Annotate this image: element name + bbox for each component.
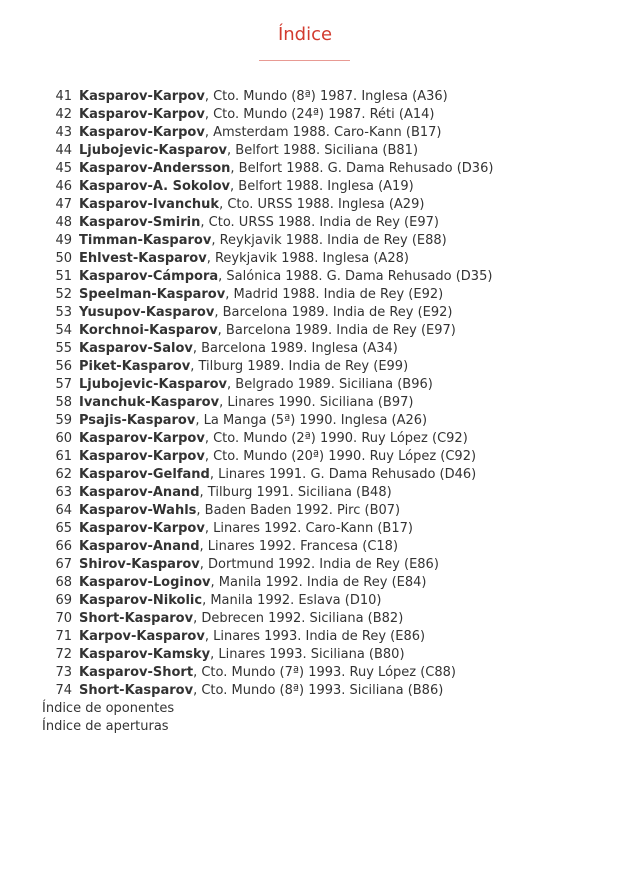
game-entry[interactable] [42, 394, 493, 412]
game-number: 41 [55, 89, 72, 104]
game-number: 46 [55, 179, 72, 194]
game-number: 66 [55, 539, 72, 554]
game-details: , Linares 1992. Francesa (C18) [199, 539, 399, 554]
game-players: Karpov-Kasparov [79, 629, 205, 644]
game-details: , Amsterdam 1988. Caro-Kann (B17) [204, 125, 442, 140]
game-number: 60 [55, 431, 72, 446]
game-entry[interactable] [42, 448, 493, 466]
page-title: Índice [277, 24, 333, 45]
game-details: , Belgrado 1989. Siciliana (B96) [227, 377, 433, 392]
game-entry[interactable] [42, 214, 493, 232]
game-number: 50 [55, 251, 72, 266]
game-details: , Linares 1990. Siciliana (B97) [219, 395, 414, 410]
game-number: 68 [55, 575, 72, 590]
game-players: Kasparov-Karpov [79, 431, 205, 446]
game-entry[interactable] [42, 484, 493, 502]
game-players: Kasparov-Karpov [79, 89, 205, 104]
game-details: , La Manga (5ª) 1990. Inglesa (A26) [195, 413, 428, 428]
game-details: , Manila 1992. Eslava (D10) [202, 593, 382, 608]
game-number: 64 [55, 503, 72, 518]
game-entry[interactable] [42, 592, 493, 610]
game-entry[interactable] [42, 196, 493, 214]
game-entry[interactable] [42, 142, 493, 160]
game-players: Kasparov-Karpov [79, 125, 205, 140]
game-details: , Cto. Mundo (2ª) 1990. Ruy López (C92) [204, 431, 468, 446]
game-index-list [42, 88, 493, 700]
game-details: , Baden Baden 1992. Pirc (B07) [196, 503, 401, 518]
game-players: Psajis-Kasparov [79, 413, 196, 428]
game-entry[interactable] [42, 682, 493, 700]
game-details: , Linares 1993. Siciliana (B80) [210, 647, 405, 662]
game-details: , Linares 1992. Caro-Kann (B17) [204, 521, 413, 536]
game-number: 73 [55, 665, 72, 680]
game-entry[interactable] [42, 466, 493, 484]
game-number: 49 [55, 233, 72, 248]
game-details: , Reykjavik 1988. Inglesa (A28) [206, 251, 409, 266]
game-players: Kasparov-Gelfand [79, 467, 210, 482]
game-number: 65 [55, 521, 72, 536]
game-entry[interactable] [42, 628, 493, 646]
game-players: Kasparov-Salov [79, 341, 193, 356]
game-number: 55 [55, 341, 72, 356]
game-entry[interactable] [42, 322, 493, 340]
game-details: , Cto. Mundo (7ª) 1993. Ruy López (C88) [193, 665, 456, 680]
game-entry[interactable] [42, 88, 493, 106]
game-entry[interactable] [42, 124, 493, 142]
game-number: 74 [55, 683, 72, 698]
game-details: , Cto. Mundo (20ª) 1990. Ruy López (C92) [204, 449, 477, 464]
game-entry[interactable] [42, 538, 493, 556]
game-players: Kasparov-Karpov [79, 449, 205, 464]
game-number: 43 [55, 125, 72, 140]
game-entry[interactable] [42, 574, 493, 592]
game-number: 44 [55, 143, 72, 158]
game-details: , Cto. URSS 1988. India de Rey (E97) [200, 215, 439, 230]
game-number: 57 [55, 377, 72, 392]
game-players: Ehlvest-Kasparov [79, 251, 207, 266]
game-players: Kasparov-Loginov [79, 575, 211, 590]
game-details: , Belfort 1988. Siciliana (B81) [227, 143, 419, 158]
game-number: 42 [55, 107, 72, 122]
game-entry[interactable] [42, 358, 493, 376]
game-players: Kasparov-Kamsky [79, 647, 211, 662]
game-entry[interactable] [42, 232, 493, 250]
game-entry[interactable] [42, 664, 493, 682]
game-details: , Cto. Mundo (24ª) 1987. Réti (A14) [204, 107, 435, 122]
game-entry[interactable] [42, 556, 493, 574]
game-number: 48 [55, 215, 72, 230]
title-divider [259, 60, 350, 61]
game-number: 67 [55, 557, 72, 572]
game-players: Kasparov-Short [79, 665, 194, 680]
game-number: 47 [55, 197, 72, 212]
game-details: , Dortmund 1992. India de Rey (E86) [199, 557, 439, 572]
game-entry[interactable] [42, 340, 493, 358]
game-details: , Manila 1992. India de Rey (E84) [210, 575, 427, 590]
game-details: , Cto. Mundo (8ª) 1993. Siciliana (B86) [193, 683, 444, 698]
game-players: Ivanchuk-Kasparov [79, 395, 220, 410]
game-entry[interactable] [42, 178, 493, 196]
game-number: 53 [55, 305, 72, 320]
game-entry[interactable] [42, 610, 493, 628]
game-entry[interactable] [42, 286, 493, 304]
game-details: , Barcelona 1989. Inglesa (A34) [192, 341, 398, 356]
game-players: Korchnoi-Kasparov [79, 323, 218, 338]
game-entry[interactable] [42, 250, 493, 268]
game-entry[interactable] [42, 160, 493, 178]
game-players: Kasparov-Ivanchuk [79, 197, 220, 212]
game-entry[interactable] [42, 376, 493, 394]
game-details: , Tilburg 1989. India de Rey (E99) [190, 359, 409, 374]
game-number: 63 [55, 485, 72, 500]
game-details: , Salónica 1988. G. Dama Rehusado (D35) [218, 269, 493, 284]
game-players: Piket-Kasparov [79, 359, 191, 374]
game-players: Ljubojevic-Kasparov [79, 143, 228, 158]
game-players: Kasparov-Anand [79, 485, 200, 500]
game-players: Yusupov-Kasparov [79, 305, 215, 320]
game-entry[interactable] [42, 502, 493, 520]
game-entry[interactable] [42, 430, 493, 448]
game-number: 70 [55, 611, 72, 626]
game-players: Speelman-Kasparov [79, 287, 226, 302]
game-players: Kasparov-Wahls [79, 503, 197, 518]
game-details: , Belfort 1988. G. Dama Rehusado (D36) [230, 161, 494, 176]
game-details: , Tilburg 1991. Siciliana (B48) [199, 485, 392, 500]
game-players: Timman-Kasparov [79, 233, 212, 248]
game-details: , Madrid 1988. India de Rey (E92) [225, 287, 444, 302]
game-players: Kasparov-Nikolic [79, 593, 203, 608]
game-number: 45 [55, 161, 72, 176]
game-players: Kasparov-Anand [79, 539, 200, 554]
game-players: Short-Kasparov [79, 611, 194, 626]
game-entry[interactable] [42, 106, 493, 124]
game-entry[interactable] [42, 268, 493, 286]
game-number: 69 [55, 593, 72, 608]
game-details: , Reykjavik 1988. India de Rey (E88) [211, 233, 447, 248]
game-number: 51 [55, 269, 72, 284]
game-details: , Belfort 1988. Inglesa (A19) [230, 179, 414, 194]
game-players: Kasparov-Karpov [79, 521, 205, 536]
game-details: , Cto. Mundo (8ª) 1987. Inglesa (A36) [204, 89, 448, 104]
game-players: Shirov-Kasparov [79, 557, 200, 572]
opponents-index-link[interactable]: Índice de oponentes [42, 701, 175, 716]
game-players: Kasparov-Smirin [79, 215, 201, 230]
game-number: 59 [55, 413, 72, 428]
game-players: Kasparov-A. Sokolov [79, 179, 231, 194]
game-players: Short-Kasparov [79, 683, 194, 698]
game-number: 56 [55, 359, 72, 374]
game-number: 58 [55, 395, 72, 410]
game-players: Kasparov-Karpov [79, 107, 205, 122]
game-entry[interactable] [42, 304, 493, 322]
game-details: , Barcelona 1989. India de Rey (E92) [214, 305, 453, 320]
game-details: , Debrecen 1992. Siciliana (B82) [193, 611, 404, 626]
game-number: 62 [55, 467, 72, 482]
game-entry[interactable] [42, 646, 493, 664]
game-details: , Barcelona 1989. India de Rey (E97) [217, 323, 456, 338]
game-entry[interactable] [42, 412, 493, 430]
game-number: 61 [55, 449, 72, 464]
game-players: Ljubojevic-Kasparov [79, 377, 228, 392]
game-entry[interactable] [42, 520, 493, 538]
game-details: , Linares 1991. G. Dama Rehusado (D46) [209, 467, 477, 482]
game-details: , Cto. URSS 1988. Inglesa (A29) [219, 197, 425, 212]
openings-index-link[interactable]: Índice de aperturas [42, 719, 169, 734]
game-number: 52 [55, 287, 72, 302]
game-number: 54 [55, 323, 72, 338]
game-number: 71 [55, 629, 72, 644]
game-number: 72 [55, 647, 72, 662]
game-details: , Linares 1993. India de Rey (E86) [204, 629, 426, 644]
game-players: Kasparov-Andersson [79, 161, 231, 176]
game-players: Kasparov-Cámpora [79, 269, 219, 284]
